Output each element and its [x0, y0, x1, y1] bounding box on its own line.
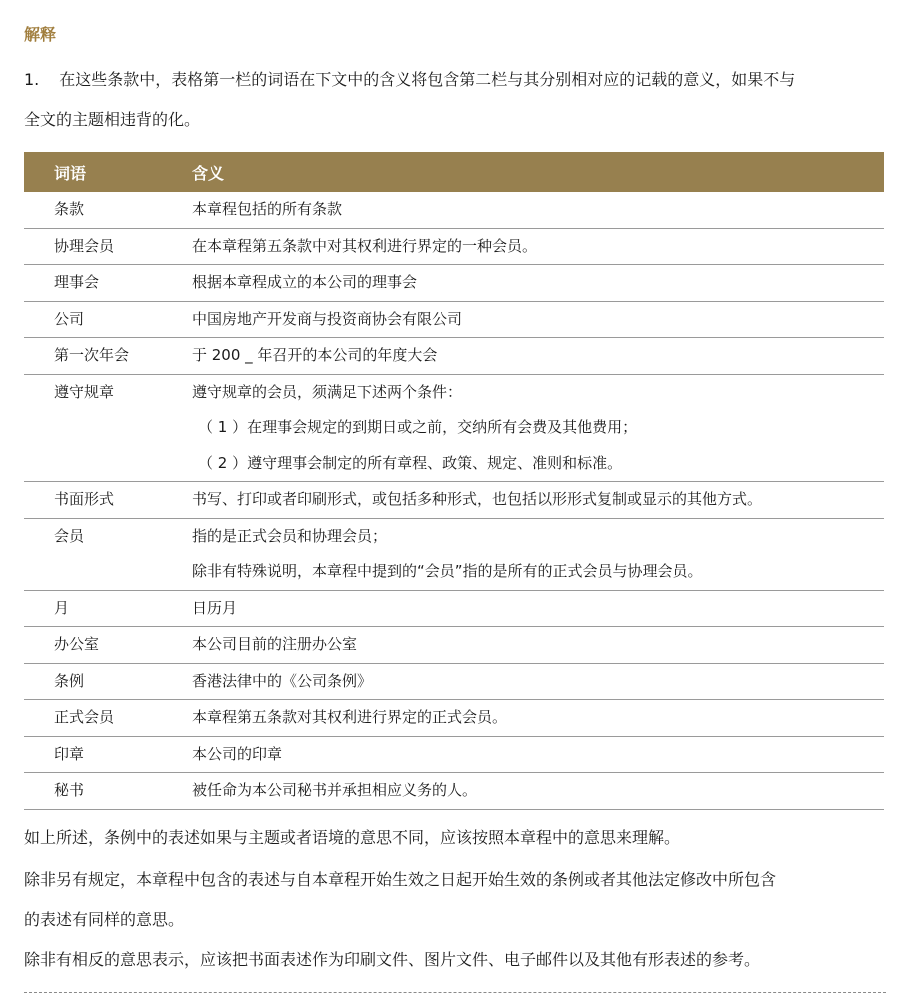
- term-cell: [24, 374, 162, 482]
- term-text: 理事会: [54, 273, 100, 291]
- table-row: [24, 301, 884, 338]
- meaning-line: 本公司的印章: [192, 744, 283, 763]
- meaning-line: 香港法律中的《公司条例》: [192, 671, 373, 690]
- meaning-cell: [162, 773, 884, 810]
- table-row: [24, 265, 884, 302]
- meaning-line: 中国房地产开发商与投资商协会有限公司: [192, 309, 463, 328]
- term-text: 公司: [54, 309, 85, 328]
- definitions-table: [24, 152, 884, 810]
- term-cell: [24, 590, 162, 627]
- intro-paragraph: [24, 60, 886, 140]
- paragraph-2-line-1: 除非另有规定，本章程中包含的表述与自本章程开始生效之日起开始生效的条例或者其他法定修改中所包含: [24, 870, 777, 889]
- term-text: 印章: [54, 744, 85, 763]
- table-header-row: [24, 152, 884, 192]
- paragraph-3: 除非有相反的意思表示，应该把书面表述作为印刷文件、图片文件、电子邮件以及其他有形表述的参考。: [24, 950, 761, 969]
- meaning-cell: [162, 700, 884, 737]
- meaning-cell: [162, 590, 884, 627]
- meaning-cell: [162, 627, 884, 664]
- section-title: 解释: [24, 25, 57, 44]
- term-cell: [24, 700, 162, 737]
- header-term: 词语: [24, 152, 162, 192]
- term-text: 条款: [54, 200, 85, 218]
- term-cell: [24, 482, 162, 519]
- term-text: 遵守规章: [54, 382, 115, 401]
- table-row: [24, 663, 884, 700]
- term-text: 月: [54, 598, 70, 617]
- meaning-cell: [162, 482, 884, 519]
- term-text: 条例: [54, 671, 85, 690]
- term-cell: [24, 518, 162, 590]
- term-cell: [24, 663, 162, 700]
- term-text: 书面形式: [54, 490, 115, 508]
- meaning-line: 于 200 _ 年召开的本公司的年度大会: [192, 346, 438, 364]
- table-body: [24, 192, 884, 809]
- paragraph-2-line-2: 的表述有同样的意思。: [24, 910, 185, 929]
- meaning-cell: [162, 374, 884, 482]
- meaning-line: 本章程第五条款对其权利进行界定的正式会员。: [192, 708, 508, 726]
- meaning-line: （ 2 ）遵守理事会制定的所有章程、政策、规定、准则和标准。: [198, 453, 623, 472]
- term-cell: [24, 773, 162, 810]
- term-text: 正式会员: [54, 708, 115, 726]
- term-text: 会员: [54, 526, 85, 545]
- meaning-line: （ 1 ）在理事会规定的到期日或之前，交纳所有会费及其他费用；: [198, 418, 638, 436]
- meaning-cell: [162, 301, 884, 338]
- table-row: [24, 590, 884, 627]
- table-row: [24, 518, 884, 590]
- intro-text-continued: 全文的主题相违背的化。: [24, 110, 201, 129]
- table-row: [24, 338, 884, 375]
- term-cell: [24, 627, 162, 664]
- table-row: [24, 374, 884, 482]
- meaning-cell: [162, 192, 884, 228]
- meaning-cell: [162, 518, 884, 590]
- table-row: [24, 736, 884, 773]
- term-text: 协理会员: [54, 236, 115, 255]
- meaning-line: 遵守规章的会员，须满足下述两个条件：: [192, 382, 463, 401]
- term-text: 秘书: [54, 781, 85, 799]
- meaning-cell: [162, 736, 884, 773]
- table-row: [24, 627, 884, 664]
- table-row: [24, 482, 884, 519]
- meaning-line: 在本章程第五条款中对其权利进行界定的一种会员。: [192, 236, 538, 255]
- meaning-cell: [162, 338, 884, 375]
- term-cell: [24, 301, 162, 338]
- term-cell: [24, 192, 162, 228]
- header-meaning: 含义: [162, 152, 884, 192]
- meaning-line: 本公司目前的注册办公室: [192, 635, 358, 653]
- term-cell: [24, 228, 162, 265]
- meaning-line: 根据本章程成立的本公司的理事会: [192, 273, 418, 291]
- paragraph-2: [24, 860, 886, 940]
- term-text: 办公室: [54, 635, 100, 653]
- meaning-line: 指的是正式会员和协理会员；: [192, 526, 388, 545]
- meaning-cell: [162, 663, 884, 700]
- paragraph-1: 如上所述，条例中的表述如果与主题或者语境的意思不同，应该按照本章程中的意思来理解。: [24, 828, 681, 847]
- meaning-cell: [162, 265, 884, 302]
- table-row: [24, 192, 884, 228]
- meaning-line: 书写、打印或者印刷形式，或包括多种形式，也包括以形形式复制或显示的其他方式。: [192, 490, 763, 508]
- meaning-cell: [162, 228, 884, 265]
- dashed-divider: [24, 992, 886, 993]
- meaning-line: 日历月: [192, 598, 238, 617]
- meaning-line: 本章程包括的所有条款: [192, 200, 343, 218]
- table-row: [24, 700, 884, 737]
- intro-number: 1.: [24, 70, 40, 89]
- term-text: 第一次年会: [54, 346, 130, 364]
- term-cell: [24, 736, 162, 773]
- term-cell: [24, 265, 162, 302]
- table-row: [24, 773, 884, 810]
- term-cell: [24, 338, 162, 375]
- meaning-line: 被任命为本公司秘书并承担相应义务的人。: [192, 781, 478, 799]
- meaning-line: 除非有特殊说明，本章程中提到的“会员”指的是所有的正式会员与协理会员。: [192, 562, 703, 580]
- intro-text: 在这些条款中，表格第一栏的词语在下文中的含义将包含第二栏与其分别相对应的记载的意义，如果不与: [59, 70, 796, 89]
- table-row: [24, 228, 884, 265]
